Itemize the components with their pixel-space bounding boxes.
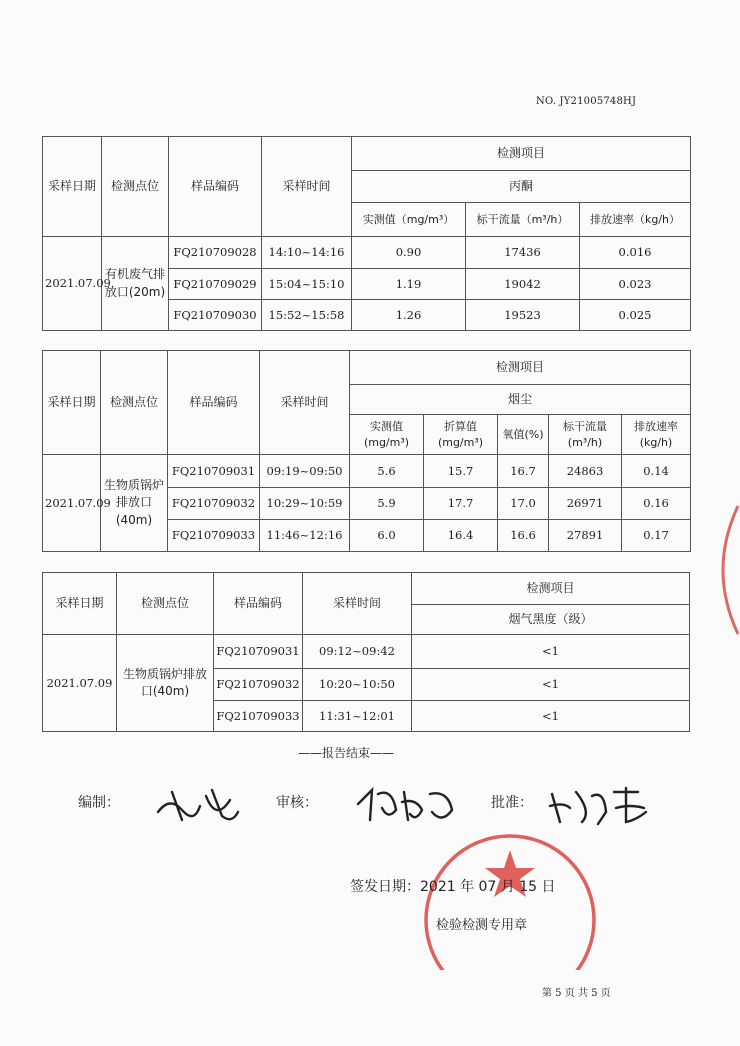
table-row (43, 237, 691, 269)
cell-time: 09:12~09:42 (303, 635, 412, 669)
cell-time: 09:19~09:50 (260, 455, 350, 488)
table-row (43, 635, 690, 669)
header-flow: 标干流量（m³/h） (466, 203, 580, 237)
cell-time: 10:29~10:59 (260, 488, 350, 520)
cell-point: 生物质锅炉排放口(40m) (117, 635, 214, 732)
table-row (43, 455, 691, 488)
header-measured: 实测值(mg/m³) (350, 415, 424, 455)
smoke-blackness-table (42, 572, 690, 732)
cell-code: FQ210709032 (214, 669, 303, 701)
cell-code: FQ210709031 (168, 455, 260, 488)
header-ringelmann: 烟气黑度（级） (412, 605, 690, 635)
header-sample-code: 样品编码 (168, 351, 260, 455)
compile-signature (152, 782, 242, 826)
header-sampling-date: 采样日期 (43, 137, 102, 237)
cell-value: 0.14 (622, 455, 691, 488)
cell-value: 16.6 (498, 520, 549, 552)
cell-date: 2021.07.09 (43, 237, 102, 331)
cell-value: 17.0 (498, 488, 549, 520)
header-converted: 折算值(mg/m³) (424, 415, 498, 455)
cell-point: 生物质锅炉排放口(40m) (101, 455, 168, 552)
approve-label: 批准： (491, 795, 533, 811)
cell-date: 2021.07.09 (43, 635, 117, 732)
cell-value: <1 (412, 669, 690, 701)
header-sampling-time: 采样时间 (303, 573, 412, 635)
cell-time: 15:04~15:10 (262, 269, 352, 300)
cell-code: FQ210709033 (168, 520, 260, 552)
header-test-items: 检测项目 (350, 351, 691, 385)
cell-time: 11:46~12:16 (260, 520, 350, 552)
header-sampling-time: 采样时间 (260, 351, 350, 455)
cell-time: 14:10~14:16 (262, 237, 352, 269)
cell-value: 16.7 (498, 455, 549, 488)
cell-value: 1.19 (352, 269, 466, 300)
cell-value: <1 (412, 701, 690, 732)
cell-code: FQ210709032 (168, 488, 260, 520)
cell-code: FQ210709028 (169, 237, 262, 269)
cell-value: 17436 (466, 237, 580, 269)
header-sampling-date: 采样日期 (43, 573, 117, 635)
cell-value: 1.26 (352, 300, 466, 331)
header-oxygen: 氧值(%) (498, 415, 549, 455)
cell-code: FQ210709029 (169, 269, 262, 300)
cell-value: 24863 (549, 455, 622, 488)
cell-value: 19042 (466, 269, 580, 300)
header-test-items: 检测项目 (412, 573, 690, 605)
cell-value: 0.90 (352, 237, 466, 269)
cell-value: 16.4 (424, 520, 498, 552)
header-sample-code: 样品编码 (214, 573, 303, 635)
cell-value: 0.17 (622, 520, 691, 552)
cell-time: 15:52~15:58 (262, 300, 352, 331)
header-test-point: 检测点位 (117, 573, 214, 635)
acetone-table (42, 136, 691, 331)
header-measured: 实测值（mg/m³） (352, 203, 466, 237)
header-sampling-date: 采样日期 (43, 351, 101, 455)
cell-value: 19523 (466, 300, 580, 331)
header-sampling-time: 采样时间 (262, 137, 352, 237)
stamp-caption: 检验检测专用章 (436, 918, 528, 933)
cell-code: FQ210709031 (214, 635, 303, 669)
smoke-dust-table (42, 350, 691, 552)
cell-value: 27891 (549, 520, 622, 552)
header-sample-code: 样品编码 (169, 137, 262, 237)
cell-value: 5.9 (350, 488, 424, 520)
page-number: 第 5 页 共 5 页 (542, 988, 611, 999)
cell-time: 11:31~12:01 (303, 701, 412, 732)
header-smoke-dust: 烟尘 (350, 385, 691, 415)
cell-time: 10:20~10:50 (303, 669, 412, 701)
cell-code: FQ210709033 (214, 701, 303, 732)
review-label: 审核： (276, 795, 318, 811)
cell-value: 15.7 (424, 455, 498, 488)
cell-point: 有机废气排放口(20m) (102, 237, 169, 331)
header-test-point: 检测点位 (102, 137, 169, 237)
header-flow: 标干流量(m³/h) (549, 415, 622, 455)
report-number: NO. JY21005748HJ (536, 96, 637, 107)
cell-value: 0.016 (580, 237, 691, 269)
header-test-point: 检测点位 (101, 351, 168, 455)
header-emission-rate: 排放速率(kg/h) (622, 415, 691, 455)
cell-value: 26971 (549, 488, 622, 520)
header-emission-rate: 排放速率（kg/h） (580, 203, 691, 237)
cell-value: 17.7 (424, 488, 498, 520)
cell-value: 0.16 (622, 488, 691, 520)
cell-date: 2021.07.09 (43, 455, 101, 552)
cell-code: FQ210709030 (169, 300, 262, 331)
cell-value: 0.025 (580, 300, 691, 331)
cell-value: 6.0 (350, 520, 424, 552)
cell-value: 5.6 (350, 455, 424, 488)
report-end-marker: ——报告结束—— (298, 746, 395, 760)
side-seal-fragment (690, 500, 740, 640)
issue-date: 签发日期：2021 年 07 月 15 日 (350, 879, 556, 895)
cell-value: <1 (412, 635, 690, 669)
header-test-items: 检测项目 (352, 137, 691, 171)
compile-label: 编制： (78, 795, 120, 811)
cell-value: 0.023 (580, 269, 691, 300)
header-acetone: 丙酮 (352, 171, 691, 203)
